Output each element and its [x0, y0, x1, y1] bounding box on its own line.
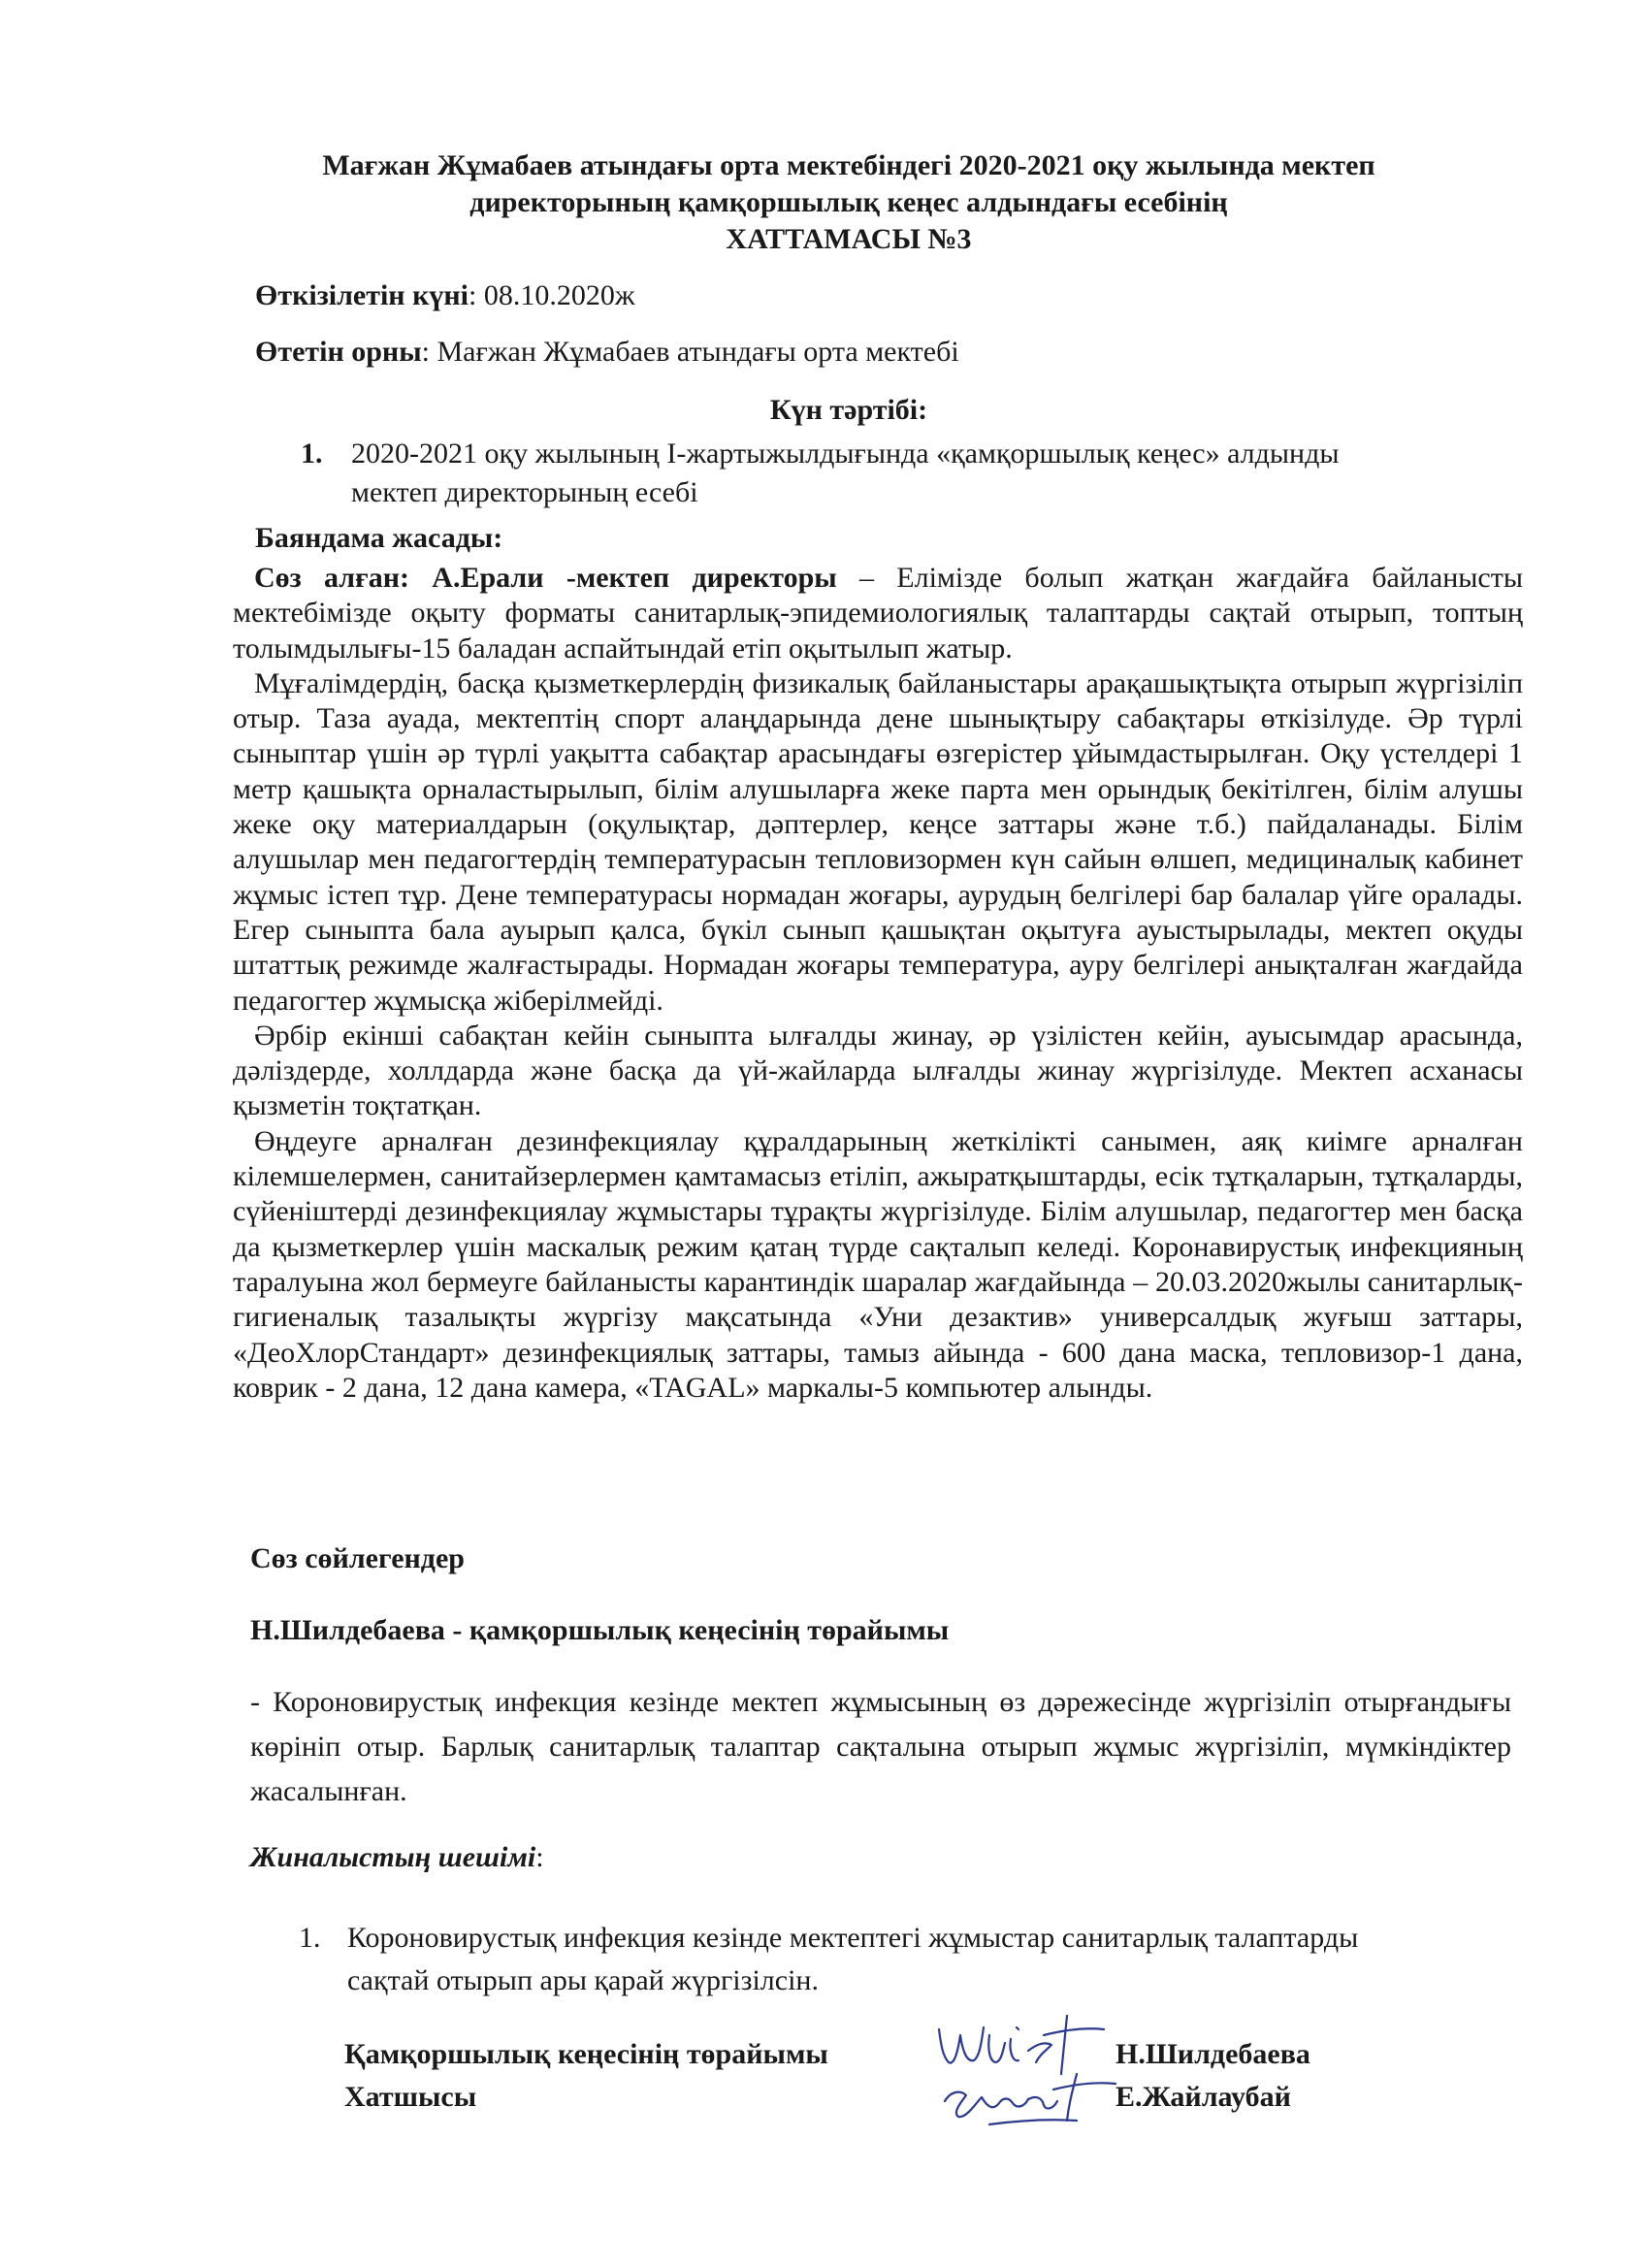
- date-value: : 08.10.2020ж: [469, 279, 635, 311]
- decision-heading: [250, 1839, 544, 1876]
- report-body: [233, 561, 1523, 1406]
- secretary-role: Хатшысы: [344, 2081, 477, 2113]
- date-label: Өткізілетін күні: [255, 279, 469, 311]
- title-line-1: Мағжан Жұмабаев атындағы орта мектебіндегі 2020-2021 оқу жылында мектеп: [322, 149, 1375, 181]
- title-line-2: директорының қамқоршылық кеңес алдындағы есебінің: [469, 186, 1228, 218]
- agenda-item-line-2: мектеп директорының есебі: [351, 476, 698, 508]
- decision-item-number: 1.: [299, 1922, 321, 1954]
- decision-item-line-1: Короновирустық инфекция кезінде мектептегі жұмыстар санитарлық талаптарды: [347, 1922, 1359, 1954]
- chair-name: Н.Шилдебаева: [1116, 2038, 1310, 2070]
- signature-names: [1116, 2033, 1310, 2119]
- document-title: [233, 147, 1465, 258]
- report-paragraph-4: Өңдеуге арналған дезинфекциялау құралдарының жеткілікті санымен, аяқ киімге арналған кілемшелермен, санитайзерлермен қамтамасыз етіліп, ажыратқыштарды, есік тұтқаларын, тұтқаларды, сүйеніштерді дезинфекциялау жұмыстары тұрақты жүргізілуде. Білім алушылар, педагогтер мен басқа да қызметкерлер үшін маскалық режим қатаң түрде сақталып келеді. Коронавирустық инфекцияның таралуына жол бермеуге байланысты карантиндік шаралар жағдайында – 20.03.2020жылы санитарлық-гигиеналық тазалықты жүргізу мақсатында «Уни дезактив» универсалдық жуғыш заттары, «ДеоХлорСтандарт» дезинфекциялық заттары, тамыз айында - 600 дана маска, тепловизор-1 дана, коврик - 2 дана, 12 дана камера, «TAGAL» маркалы-5 компьютер алынды.: [233, 1124, 1523, 1404]
- meta-place: [255, 334, 959, 371]
- agenda-item-number: 1.: [301, 437, 323, 470]
- agenda-item-line-1: 2020-2021 оқу жылының I-жартыжылдығында «қамқоршылық кеңес» алдынды: [351, 437, 1340, 470]
- report-paragraph-1: [233, 561, 1523, 666]
- decision-heading-label: Жиналыстың шешімі: [250, 1841, 536, 1873]
- place-label: Өтетін орны: [255, 336, 422, 368]
- report-paragraph-1-text: – Елімізде болып жатқан жағдайға байланысты мектебімізде оқыту форматы санитарлық-эпидемиологиялық талаптарды сақтай отырып, топтың толымдылығы-15 баладан аспайтындай етіп оқытылып жатыр.: [233, 562, 1523, 664]
- secretary-name: Е.Жайлаубай: [1116, 2081, 1291, 2113]
- speaker-text: - Короновирустық инфекция кезінде мектеп жұмысының өз дәрежесінде жүргізіліп отырғандығы көрініп отыр. Барлық санитарлық талаптар сақталына отырып жұмыс жүргізіліп, мүмкіндіктер жасалынған.: [250, 1686, 1511, 1807]
- signature-roles: [344, 2033, 828, 2119]
- speakers-heading: Сөз сөйлегендер: [250, 1542, 465, 1574]
- title-line-3: ХАТТАМАСЫ №3: [726, 223, 972, 255]
- report-speaker: Сөз алған: А.Ерали -мектеп директоры: [254, 562, 837, 594]
- decision-heading-colon: :: [535, 1841, 544, 1873]
- decision-item-line-2: сақтай отырып ары қарай жүргізілсін.: [347, 1964, 819, 1996]
- report-paragraph-2: Мұғалімдердің, басқа қызметкерлердің физикалық байланыстары арақашықтықта отырып жүргізіліп отыр. Таза ауада, мектептің спорт алаңдарында дене шынықтыру сабақтары өткізілуде. Әр түрлі сыныптар үшін әр түрлі уақытта сабақтар арасындағы өзгерістер ұйымдастырылған. Оқу үстелдері 1 метр қашықта орналастырылып, білім алушыларға жеке парта мен орындық бекітілген, білім алушы жеке оқу материалдарын (оқулықтар, дәптерлер, кеңсе заттары және т.б.) пайдаланады. Білім алушылар мен педагогтердің температурасын тепловизормен күн сайын өлшеп, медициналық кабинет жұмыс істеп тұр. Дене температурасы нормадан жоғары, аурудың белгілері бар балалар үйге оралады. Егер сыныпта бала ауырып қалса, бүкіл сынып қашықтан оқытуға ауыстырылады, мектеп оқуды штаттық режимде жалғастырады. Нормадан жоғары температура, ауру белгілері анықталған жағдайда педагогтер жұмысқа жіберілмейді.: [233, 666, 1523, 1017]
- meta-date: [255, 277, 635, 314]
- report-paragraph-3: Әрбір екінші сабақтан кейін сыныпта ылғалды жинау, әр үзілістен кейін, ауысымдар арасында, дәліздерде, холлдарда және басқа да үй-жайларда ылғалды жинау жүргізілуде. Мектеп асханасы қызметін тоқтатқан.: [233, 1019, 1523, 1122]
- decision-item: [299, 1917, 1511, 2002]
- agenda-item: [301, 435, 1465, 512]
- agenda-heading: Күн тәртібі:: [769, 394, 928, 426]
- handwritten-signature-icon: [931, 2006, 1125, 2142]
- speaker-name: Н.Шилдебаева - қамқоршылық кеңесінің төрайымы: [250, 1614, 950, 1646]
- place-value: : Мағжан Жұмабаев атындағы орта мектебі: [421, 336, 959, 368]
- chair-role: Қамқоршылық кеңесінің төрайымы: [344, 2038, 828, 2070]
- report-heading: Баяндама жасады:: [255, 522, 503, 554]
